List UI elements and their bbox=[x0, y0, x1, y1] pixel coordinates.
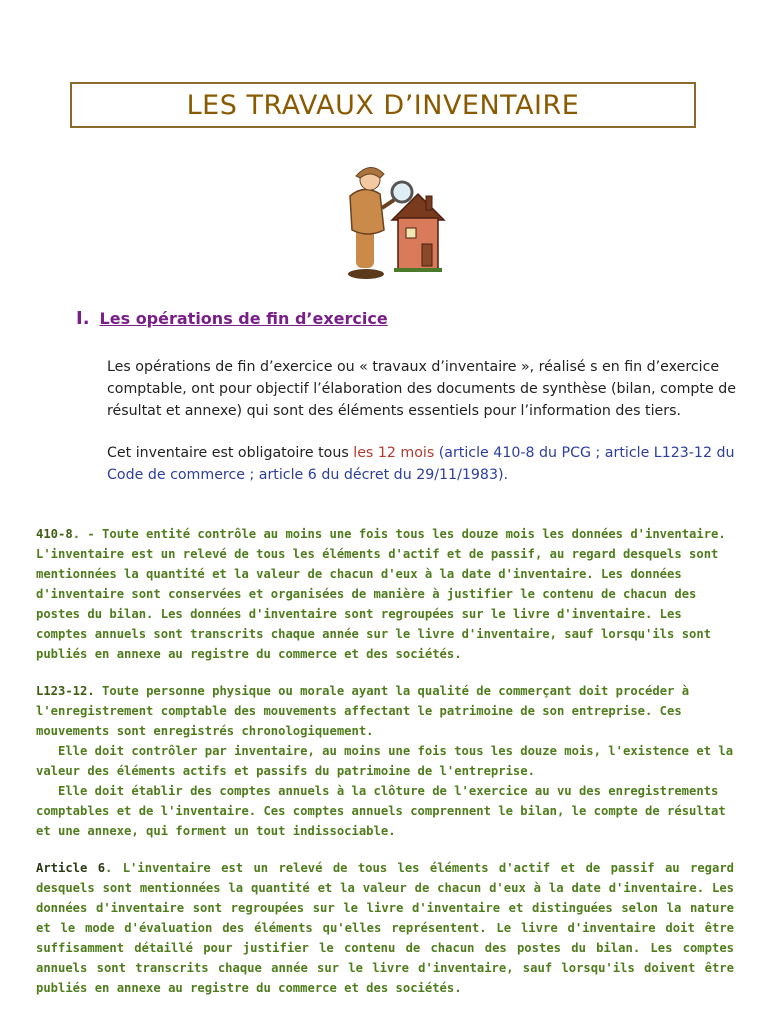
law-text: Toute personne physique ou morale ayant la qualité de commerçant doit procéder à l'enregistrement comptable des mouvements affectant le patrimoine de son entreprise. Ces mouvements sont enregistrés chronologiquement. bbox=[36, 684, 690, 738]
title-box bbox=[70, 82, 696, 128]
intro-ref-open: (article 410-8 du PCG ; bbox=[434, 445, 605, 461]
page-title: LES TRAVAUX D’INVENTAIRE bbox=[186, 89, 580, 121]
law-ref: L123-12. bbox=[36, 684, 95, 698]
law-text: Elle doit établir des comptes annuels à la clôture de l'exercice au vu des enregistrements comptables et de l'inventaire. Ces comptes annuels comprennent le bilan, le compte de résultat et une annexe, qui forment un tout indissociable. bbox=[36, 784, 726, 838]
intro-ref-close: ). bbox=[497, 467, 509, 483]
intro-paragraph-1: Les opérations de fin d’exercice ou « travaux d’inventaire », réalisé s en fin d’exercice comptable, ont pour objectif l’élaboration des documents de synthèse (bilan, compte de résultat et annexe) qui sont des éléments essentiels pour l’information des tiers. bbox=[107, 359, 736, 419]
law-ref: 410-8 bbox=[36, 527, 73, 541]
intro-highlight: les 12 mois bbox=[353, 445, 435, 461]
law-text: . L'inventaire est un relevé de tous les éléments d'actif et de passif au regard desquels sont mentionnées la quantité et la valeur de chacun d'eux à la date d'inventaire. Les données d'inventaire sont regroupées sur le livre d'inventaire et distinguées selon la nature et le mode d'évaluation des éléments qu'elles représentent. Le livre d'inventaire doit être suffisamment détaillé pour justifier le contenu de chacun des postes du bilan. Les comptes annuels sont transcrits chaque année sur le livre d'inventaire, sauf lorsqu'ils doivent être publiés en annexe au registre du commerce et des sociétés. bbox=[36, 861, 735, 995]
law-410-8 bbox=[36, 524, 734, 664]
section-number: I. bbox=[76, 308, 90, 329]
law-l123-12 bbox=[36, 681, 734, 841]
law-ref: Article 6 bbox=[36, 861, 106, 875]
intro-text: Cet inventaire est obligatoire tous bbox=[107, 445, 354, 461]
law-article-6 bbox=[36, 858, 734, 998]
section-title: Les opérations de fin d’exercice bbox=[99, 309, 388, 328]
intro-paragraph-2 bbox=[107, 442, 761, 486]
law-text: Elle doit contrôler par inventaire, au moins une fois tous les douze mois, l'existence et la valeur des éléments actifs et passifs du patrimoine de l'entreprise. bbox=[36, 744, 734, 778]
detective-inspecting-house-icon bbox=[336, 156, 452, 282]
law-text: . - Toute entité contrôle au moins une fois tous les douze mois les données d'inventaire. L'inventaire est un relevé de tous les éléments d'actif et de passif, au regard desquels sont mentionnées la quantité et la valeur de chacun d'eux à la date d'inventaire. Les données d'inventaire sont conservées et organisées de manière à justifier le contenu de chacun des postes du bilan. Les données d'inventaire sont regroupées sur le livre d'inventaire. Les comptes annuels sont transcrits chaque année sur le livre d'inventaire, sauf lorsqu'ils sont publiés en annexe au registre du commerce et des sociétés. bbox=[36, 527, 726, 661]
section-heading bbox=[76, 308, 388, 329]
intro-ref-articles: article L123-12 du Code de commerce ; article 6 du décret du 29/11/1983 bbox=[107, 445, 735, 483]
